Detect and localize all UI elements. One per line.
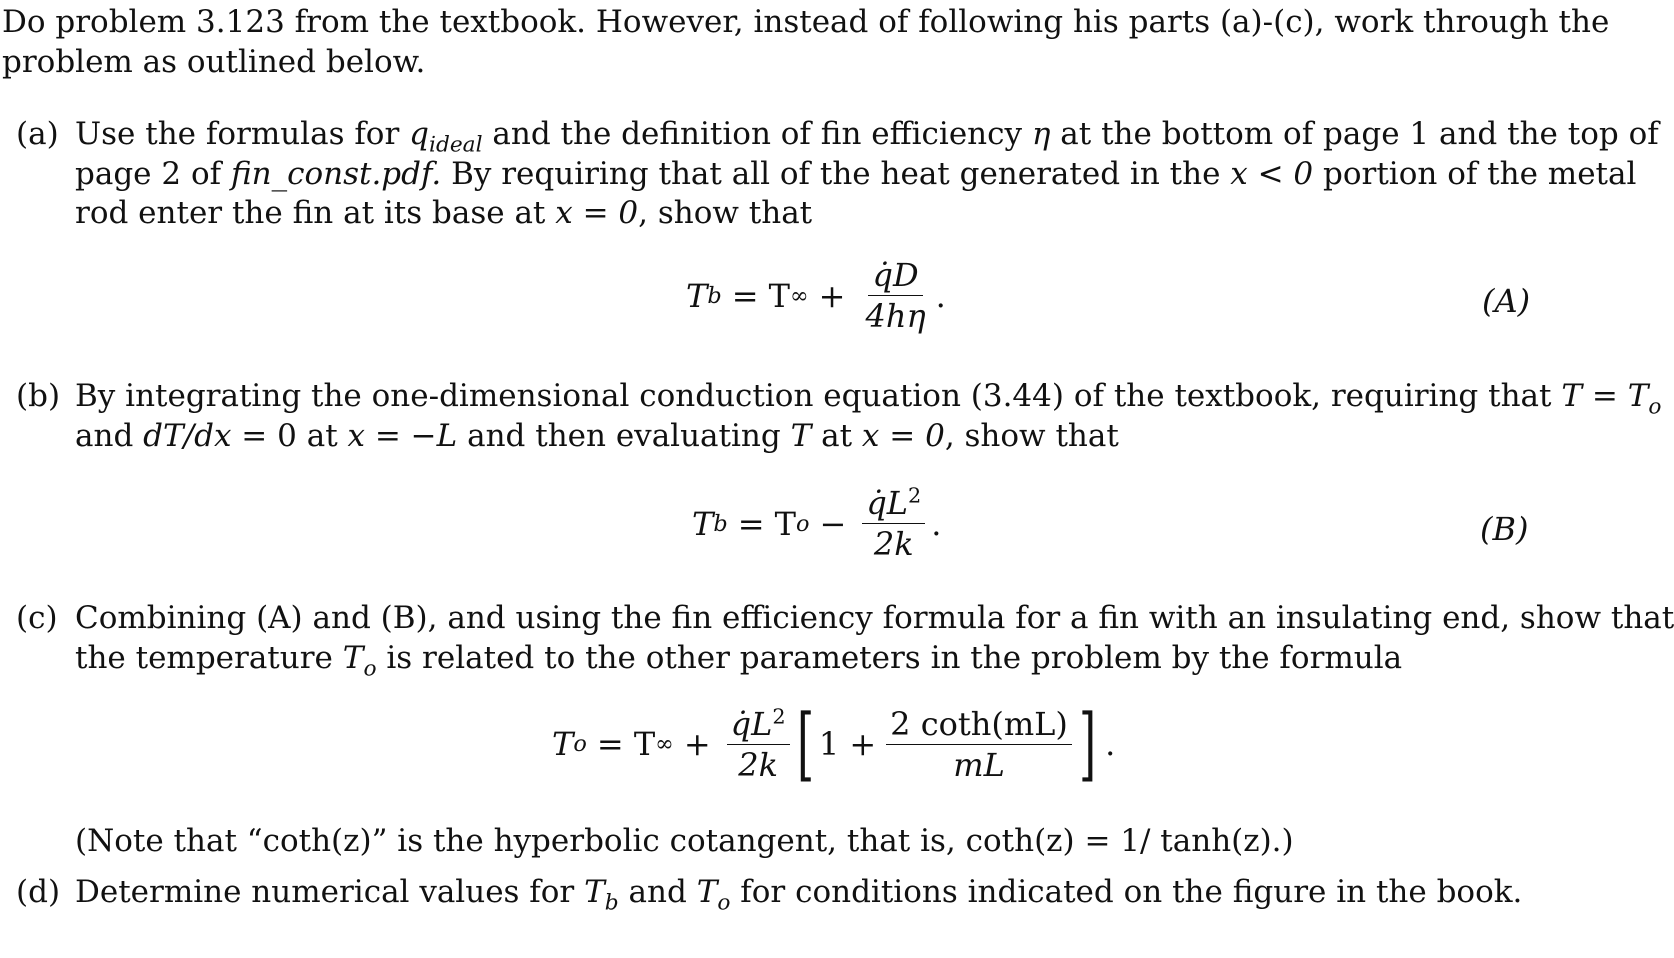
part-b-line-2: and dT/dx = 0 at x = −L and then evaluating T at x = 0, show that <box>75 418 1119 454</box>
fraction-B: $\frac{q̇L^2}{2k}$ <box>862 486 925 561</box>
intro-line-2: problem as outlined below. <box>2 44 426 80</box>
equation-number-A: (A) <box>1482 282 1531 320</box>
part-c-note: (Note that “coth(z)” is the hyperbolic cotangent, that is, coth(z) = 1/ tanh(z).) <box>75 823 1294 859</box>
equation-B: T b = T o − $\frac{q̇L^2}{2k}$ . <box>692 483 942 563</box>
part-b-line-1: By integrating the one-dimensional conduction equation (3.44) of the textbook, requiring that $T = T_o$ <box>75 378 1662 420</box>
part-b-label: (b) <box>16 378 61 414</box>
part-c-label: (c) <box>16 600 58 636</box>
part-a-line-1: Use the formulas for $q_{ideal}$ and the definition of fin efficiency η at the bottom of page 1 and the top of <box>75 116 1659 158</box>
part-c-line-1: Combining (A) and (B), and using the fin efficiency formula for a fin with an insulating end, show that <box>75 600 1674 636</box>
fraction-C-outer: $\frac{q̇L^2}{2k}$ <box>727 707 790 782</box>
intro-line-1: Do problem 3.123 from the textbook. However, instead of following his parts (a)-(c), work through the <box>2 4 1610 40</box>
equation-number-B: (B) <box>1480 510 1529 548</box>
fraction-C-inner: $\frac{2 \cot h(mL)}{mL}$ <box>886 707 1072 782</box>
equation-A: T b = T ∞ + $\frac{q̇D}{4h\eta}$ . <box>686 256 946 335</box>
part-d-label: (d) <box>16 874 61 910</box>
fraction-A: $\frac{q̇D}{4h\eta}$ <box>865 256 926 335</box>
equation-C: T o = T ∞ + $\frac{q̇L^2}{2k}$ [ 1 + $\frac{2 \cot h(mL)}{mL}$ ] . <box>552 697 1116 790</box>
filename: fin_const.pdf. <box>230 156 442 192</box>
part-c-line-2: the temperature $T_o$ is related to the other parameters in the problem by the formula <box>75 640 1403 682</box>
part-a-line-3: rod enter the fin at its base at x = 0, show that <box>75 195 813 231</box>
part-d-line: Determine numerical values for $T_b$ and $T_o$ for conditions indicated on the figure in the book. <box>75 874 1523 916</box>
part-a-line-2: page 2 of fin_const.pdf. By requiring that all of the heat generated in the x < 0 portion of the metal <box>75 156 1637 192</box>
right-bracket: ] <box>1078 697 1097 790</box>
part-a-label: (a) <box>16 116 59 152</box>
left-bracket: [ <box>796 697 814 790</box>
